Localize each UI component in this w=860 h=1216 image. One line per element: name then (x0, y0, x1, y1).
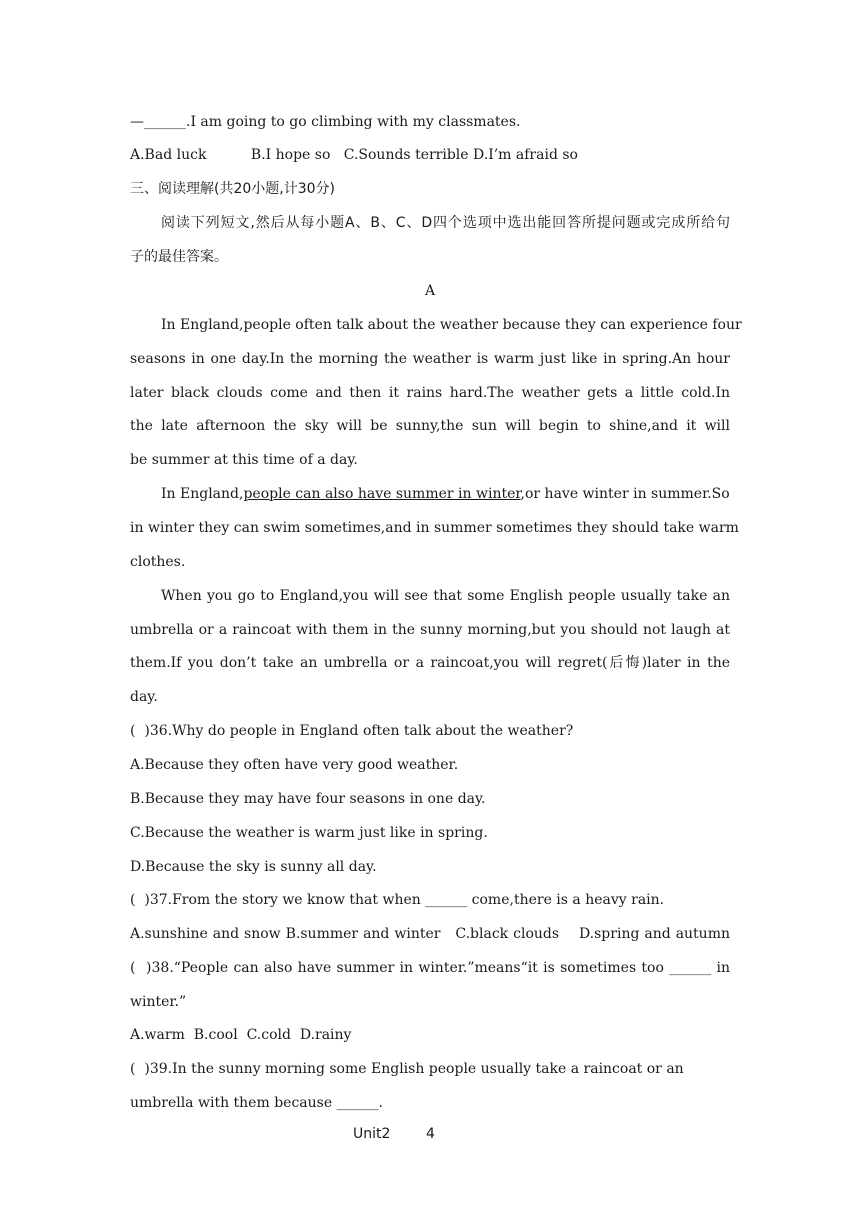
footer-unit-label: Unit2 (353, 1126, 391, 1142)
passage-line: In England,people often talk about the weather because they can experience four (161, 317, 742, 333)
footer-page-number: 4 (426, 1126, 435, 1142)
passage-line: in winter they can swim sometimes,and in summer sometimes they should take warm (130, 520, 739, 536)
question-36-stem: ( )36.Why do people in England often talk about the weather? (130, 723, 574, 739)
section-heading-reading: 三、阅读理解(共20小题,计30分) (130, 181, 336, 197)
question-39-stem: ( )39.In the sunny morning some English people usually take a raincoat or an (130, 1061, 684, 1077)
passage-line: the late afternoon the sky will be sunny,the sun will begin to shine,and it will (130, 418, 730, 434)
question-36-option-a: A.Because they often have very good weather. (130, 757, 459, 773)
page-footer (0, 1126, 860, 1148)
passage-line: later black clouds come and then it rains hard.The weather gets a little cold.In (130, 385, 730, 401)
section-instructions-line-2: 子的最佳答案。 (130, 249, 228, 265)
question-37-options: A.sunshine and snow B.summer and winter C.black clouds D.spring and autumn (130, 926, 730, 942)
passage-line: day. (130, 689, 158, 705)
question-35-options: A.Bad luck B.I hope so C.Sounds terrible D.I’m afraid so (130, 147, 578, 163)
underlined-phrase: people can also have summer in winter (243, 486, 521, 502)
passage-text: In England, (161, 486, 244, 502)
section-instructions-line-1: 阅读下列短文,然后从每小题A、B、C、D四个选项中选出能回答所提问题或完成所给句 (161, 215, 730, 231)
passage-line: be summer at this time of a day. (130, 452, 358, 468)
passage-line: clothes. (130, 554, 186, 570)
question-38-stem-cont: winter.” (130, 994, 187, 1010)
question-37-stem: ( )37.From the story we know that when ______ come,there is a heavy rain. (130, 892, 665, 908)
passage-text: ,or have winter in summer.So (520, 486, 730, 502)
question-38-stem: ( )38.“People can also have summer in winter.”means“it is sometimes too ______ in (130, 960, 730, 976)
passage-label: A (424, 283, 436, 299)
passage-line: umbrella or a raincoat with them in the sunny morning,but you should not laugh at (130, 622, 730, 638)
passage-line: them.If you don’t take an umbrella or a raincoat,you will regret(后悔)later in the (130, 655, 730, 671)
passage-line: seasons in one day.In the morning the weather is warm just like in spring.An hour (130, 351, 730, 367)
question-36-option-b: B.Because they may have four seasons in one day. (130, 791, 486, 807)
passage-line (161, 484, 730, 504)
question-36-option-c: C.Because the weather is warm just like in spring. (130, 825, 488, 841)
question-39-stem-cont: umbrella with them because ______. (130, 1095, 384, 1111)
question-35-dialog-line: —______.I am going to go climbing with my classmates. (130, 114, 521, 130)
passage-line: When you go to England,you will see that some English people usually take an (161, 588, 730, 604)
question-36-option-d: D.Because the sky is sunny all day. (130, 859, 377, 875)
question-38-options: A.warm B.cool C.cold D.rainy (130, 1027, 352, 1043)
